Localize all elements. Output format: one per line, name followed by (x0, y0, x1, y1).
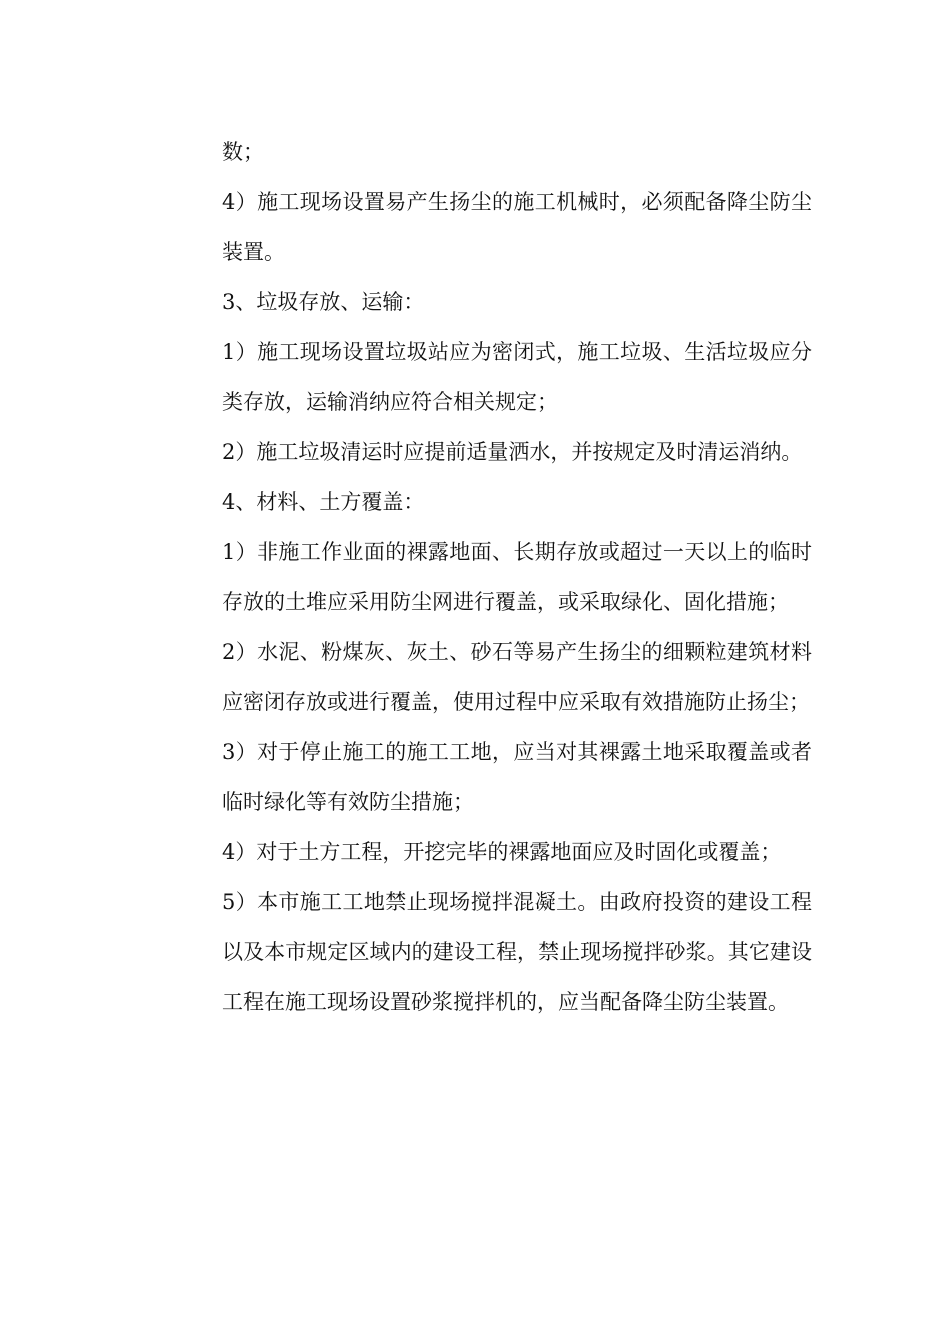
paragraph-item-4-earthwork: 4）对于土方工程，开挖完毕的裸露地面应及时固化或覆盖； (222, 840, 782, 864)
section-heading-3-garbage: 3、垃圾存放、运输： (222, 290, 425, 314)
document-body (222, 127, 812, 1027)
paragraph-item-1-garbage-station: 1）施工现场设置垃圾站应为密闭式，施工垃圾、生活垃圾应分类存放，运输消纳应符合相关规定； (222, 340, 812, 414)
paragraph-item-3-stopped-sites: 3）对于停止施工的施工工地，应当对其裸露土地采取覆盖或者临时绿化等有效防尘措施； (222, 740, 812, 814)
paragraph-item-4-dust-machinery: 4）施工现场设置易产生扬尘的施工机械时，必须配备降尘防尘装置。 (222, 190, 812, 264)
section-heading-4-covering: 4、材料、土方覆盖： (222, 490, 425, 514)
paragraph-item-1-bare-ground: 1）非施工作业面的裸露地面、长期存放或超过一天以上的临时存放的土堆应采用防尘网进行覆盖，或采取绿化、固化措施； (222, 540, 812, 614)
paragraph-item-2-fine-materials: 2）水泥、粉煤灰、灰土、砂石等易产生扬尘的细颗粒建筑材料应密闭存放或进行覆盖，使用过程中应采取有效措施防止扬尘； (222, 640, 812, 714)
paragraph-item-5-concrete-mixing: 5）本市施工工地禁止现场搅拌混凝土。由政府投资的建设工程以及本市规定区域内的建设工程，禁止现场搅拌砂浆。其它建设工程在施工现场设置砂浆搅拌机的，应当配备降尘防尘装置。 (222, 890, 812, 1014)
paragraph-item-2-garbage-removal: 2）施工垃圾清运时应提前适量洒水，并按规定及时清运消纳。 (222, 440, 803, 464)
paragraph-continuation: 数； (222, 140, 264, 164)
